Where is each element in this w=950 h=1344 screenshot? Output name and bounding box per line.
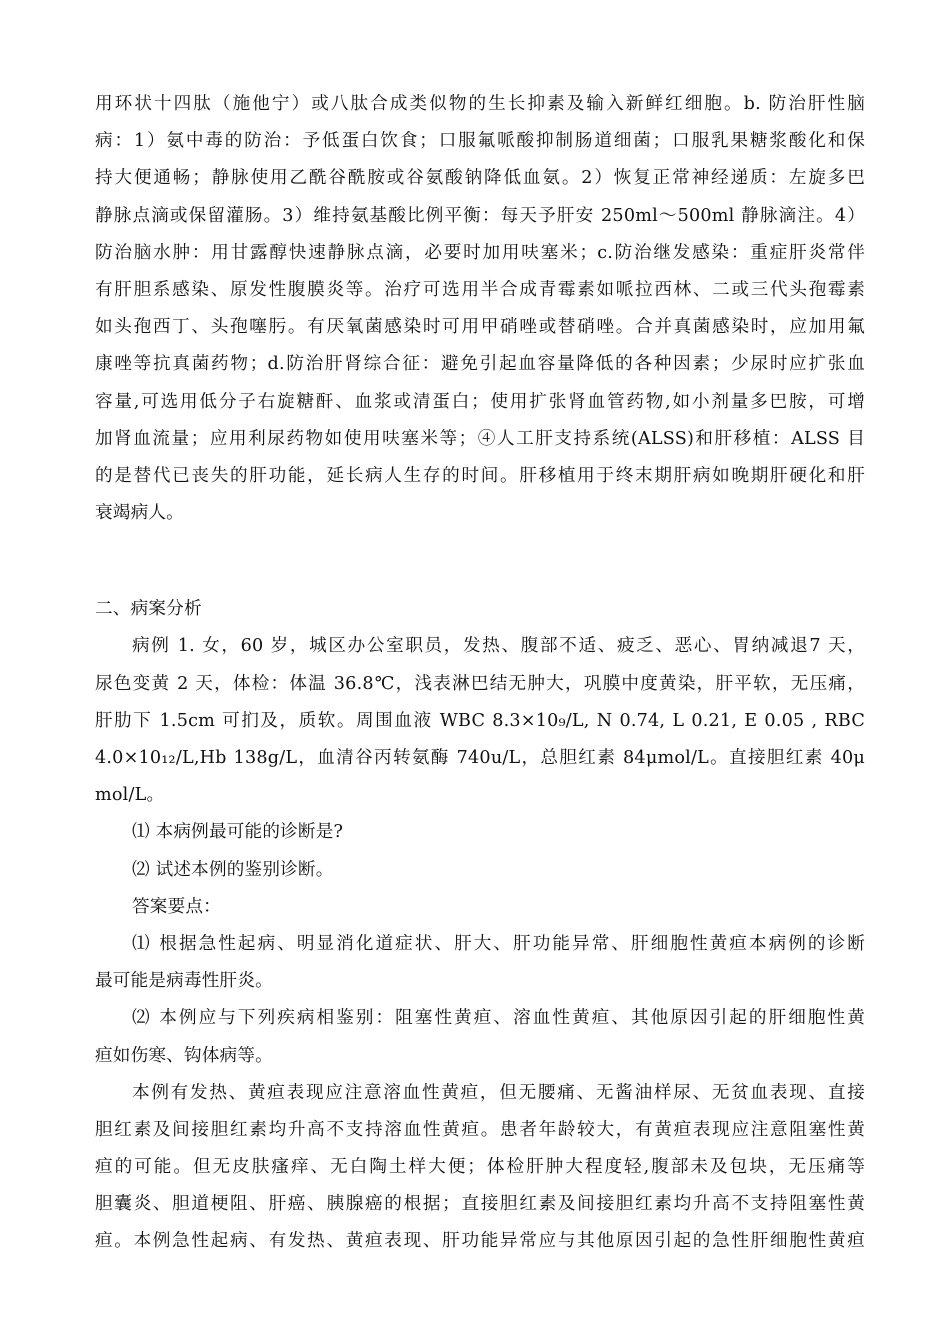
text-line: 持大便通畅；静脉使用乙酰谷酰胺或谷氨酸钠降低血氨。2）恢复正常神经递质：左旋多巴	[95, 168, 865, 189]
text-line: 疸的可能。但无皮肤瘙痒、无白陶土样大便；体检肝肿大程度轻,腹部未及包块，无压痛等	[95, 1157, 865, 1178]
text-line: 最可能是病毒性肝炎。	[95, 971, 273, 992]
section-heading: 二、病案分析	[95, 599, 202, 620]
text-line: 胆囊炎、胆道梗阻、肝癌、胰腺癌的根据；直接胆红素及间接胆红素均升高不支持阻塞性黄	[95, 1194, 865, 1215]
text-line: 本例有发热、黄疸表现应注意溶血性黄疸，但无腰痛、无酱油样尿、无贫血表现、直接	[132, 1082, 865, 1103]
text-line: 肝肋下 1.5cm 可扪及，质软。周围血液 WBC 8.3×10₉/L, N 0.74, L 0.21, E 0.05 , RBC	[95, 710, 865, 731]
case-description	[95, 628, 865, 814]
text-line: 的是替代已丧失的肝功能，延长病人生存的时间。肝移植用于终末期肝病如晚期肝硬化和肝	[95, 465, 865, 486]
text-line: ⑵ 本例应与下列疾病相鉴别：阻塞性黄疸、溶血性黄疸、其他原因引起的肝细胞性黄	[132, 1008, 865, 1029]
text-line: 病：1）氨中毒的防治：予低蛋白饮食；口服氟哌酸抑制肠道细菌；口服乳果糖浆酸化和保	[95, 131, 865, 152]
text-line: 胆红素及间接胆红素均升高不支持溶血性黄疸。患者年龄较大，有黄疸表现应注意阻塞性黄	[95, 1119, 865, 1140]
text-line: 有肝胆系感染、原发性腹膜炎等。治疗可选用半合成青霉素如哌拉西林、二或三代头孢霉素	[95, 279, 865, 300]
text-line: 衰竭病人。	[95, 503, 184, 524]
treatment-paragraph	[95, 86, 865, 532]
document-page	[95, 86, 865, 1261]
text-line: 康唑等抗真菌药物；d.防治肝肾综合征：避免引起血容量降低的各种因素；少尿时应扩张血	[95, 354, 865, 375]
text-line: 用环状十四肽（施他宁）或八肽合成类似物的生长抑素及输入新鲜红细胞。b. 防治肝性脑	[95, 94, 865, 114]
text-line: 疸。本例急性起病、有发热、黄疸表现、肝功能异常应与其他原因引起的急性肝细胞性黄疸	[95, 1231, 865, 1252]
text-line: 加肾血流量；应用利尿药物如使用呋塞米等；④人工肝支持系统(ALSS)和肝移植：ALSS 目	[95, 428, 865, 449]
text-line: 病例 1. 女，60 岁，城区办公室职员，发热、腹部不适、疲乏、恶心、胃纳减退7 天，	[132, 636, 865, 657]
answer-1	[95, 926, 865, 1000]
text-line: 容量,可选用低分子右旋糖酐、血浆或清蛋白；使用扩张肾血管药物,如小剂量多巴胺，可增	[95, 391, 865, 412]
text-line: 如头孢西丁、头孢噻肟。有厌氧菌感染时可用甲硝唑或替硝唑。合并真菌感染时，应加用氟	[95, 317, 865, 338]
text-line: 疸如伤寒、钩体病等。	[95, 1045, 273, 1066]
text-line: 4.0×10₁₂/L,Hb 138g/L，血清谷丙转氨酶 740u/L，总胆红素 84μmol/L。直接胆红素 40μ	[95, 748, 865, 768]
answer-2	[95, 1000, 865, 1074]
text-line: 防治脑水肿：用甘露醇快速静脉点滴，必要时加用呋塞米；c.防治继发感染：重症肝炎常伴	[95, 242, 865, 263]
text-line: ⑴ 根据急性起病、明显消化道症状、肝大、肝功能异常、肝细胞性黄疸本病例的诊断	[132, 933, 865, 954]
discussion-paragraph	[95, 1075, 865, 1261]
answer-heading: 答案要点：	[132, 896, 221, 917]
text-line: 静脉点滴或保留灌肠。3）维持氨基酸比例平衡：每天予肝安 250ml～500ml 静脉滴注。4）	[95, 205, 865, 226]
text-line: 尿色变黄 2 天，体检：体温 36.8℃，浅表淋巴结无肿大，巩膜中度黄染，肝平软，无压痛，	[95, 673, 865, 694]
question-1: ⑴ 本病例最可能的诊断是?	[132, 822, 344, 843]
question-2: ⑵ 试述本例的鉴别诊断。	[132, 859, 334, 880]
text-line: mol/L。	[95, 785, 165, 806]
